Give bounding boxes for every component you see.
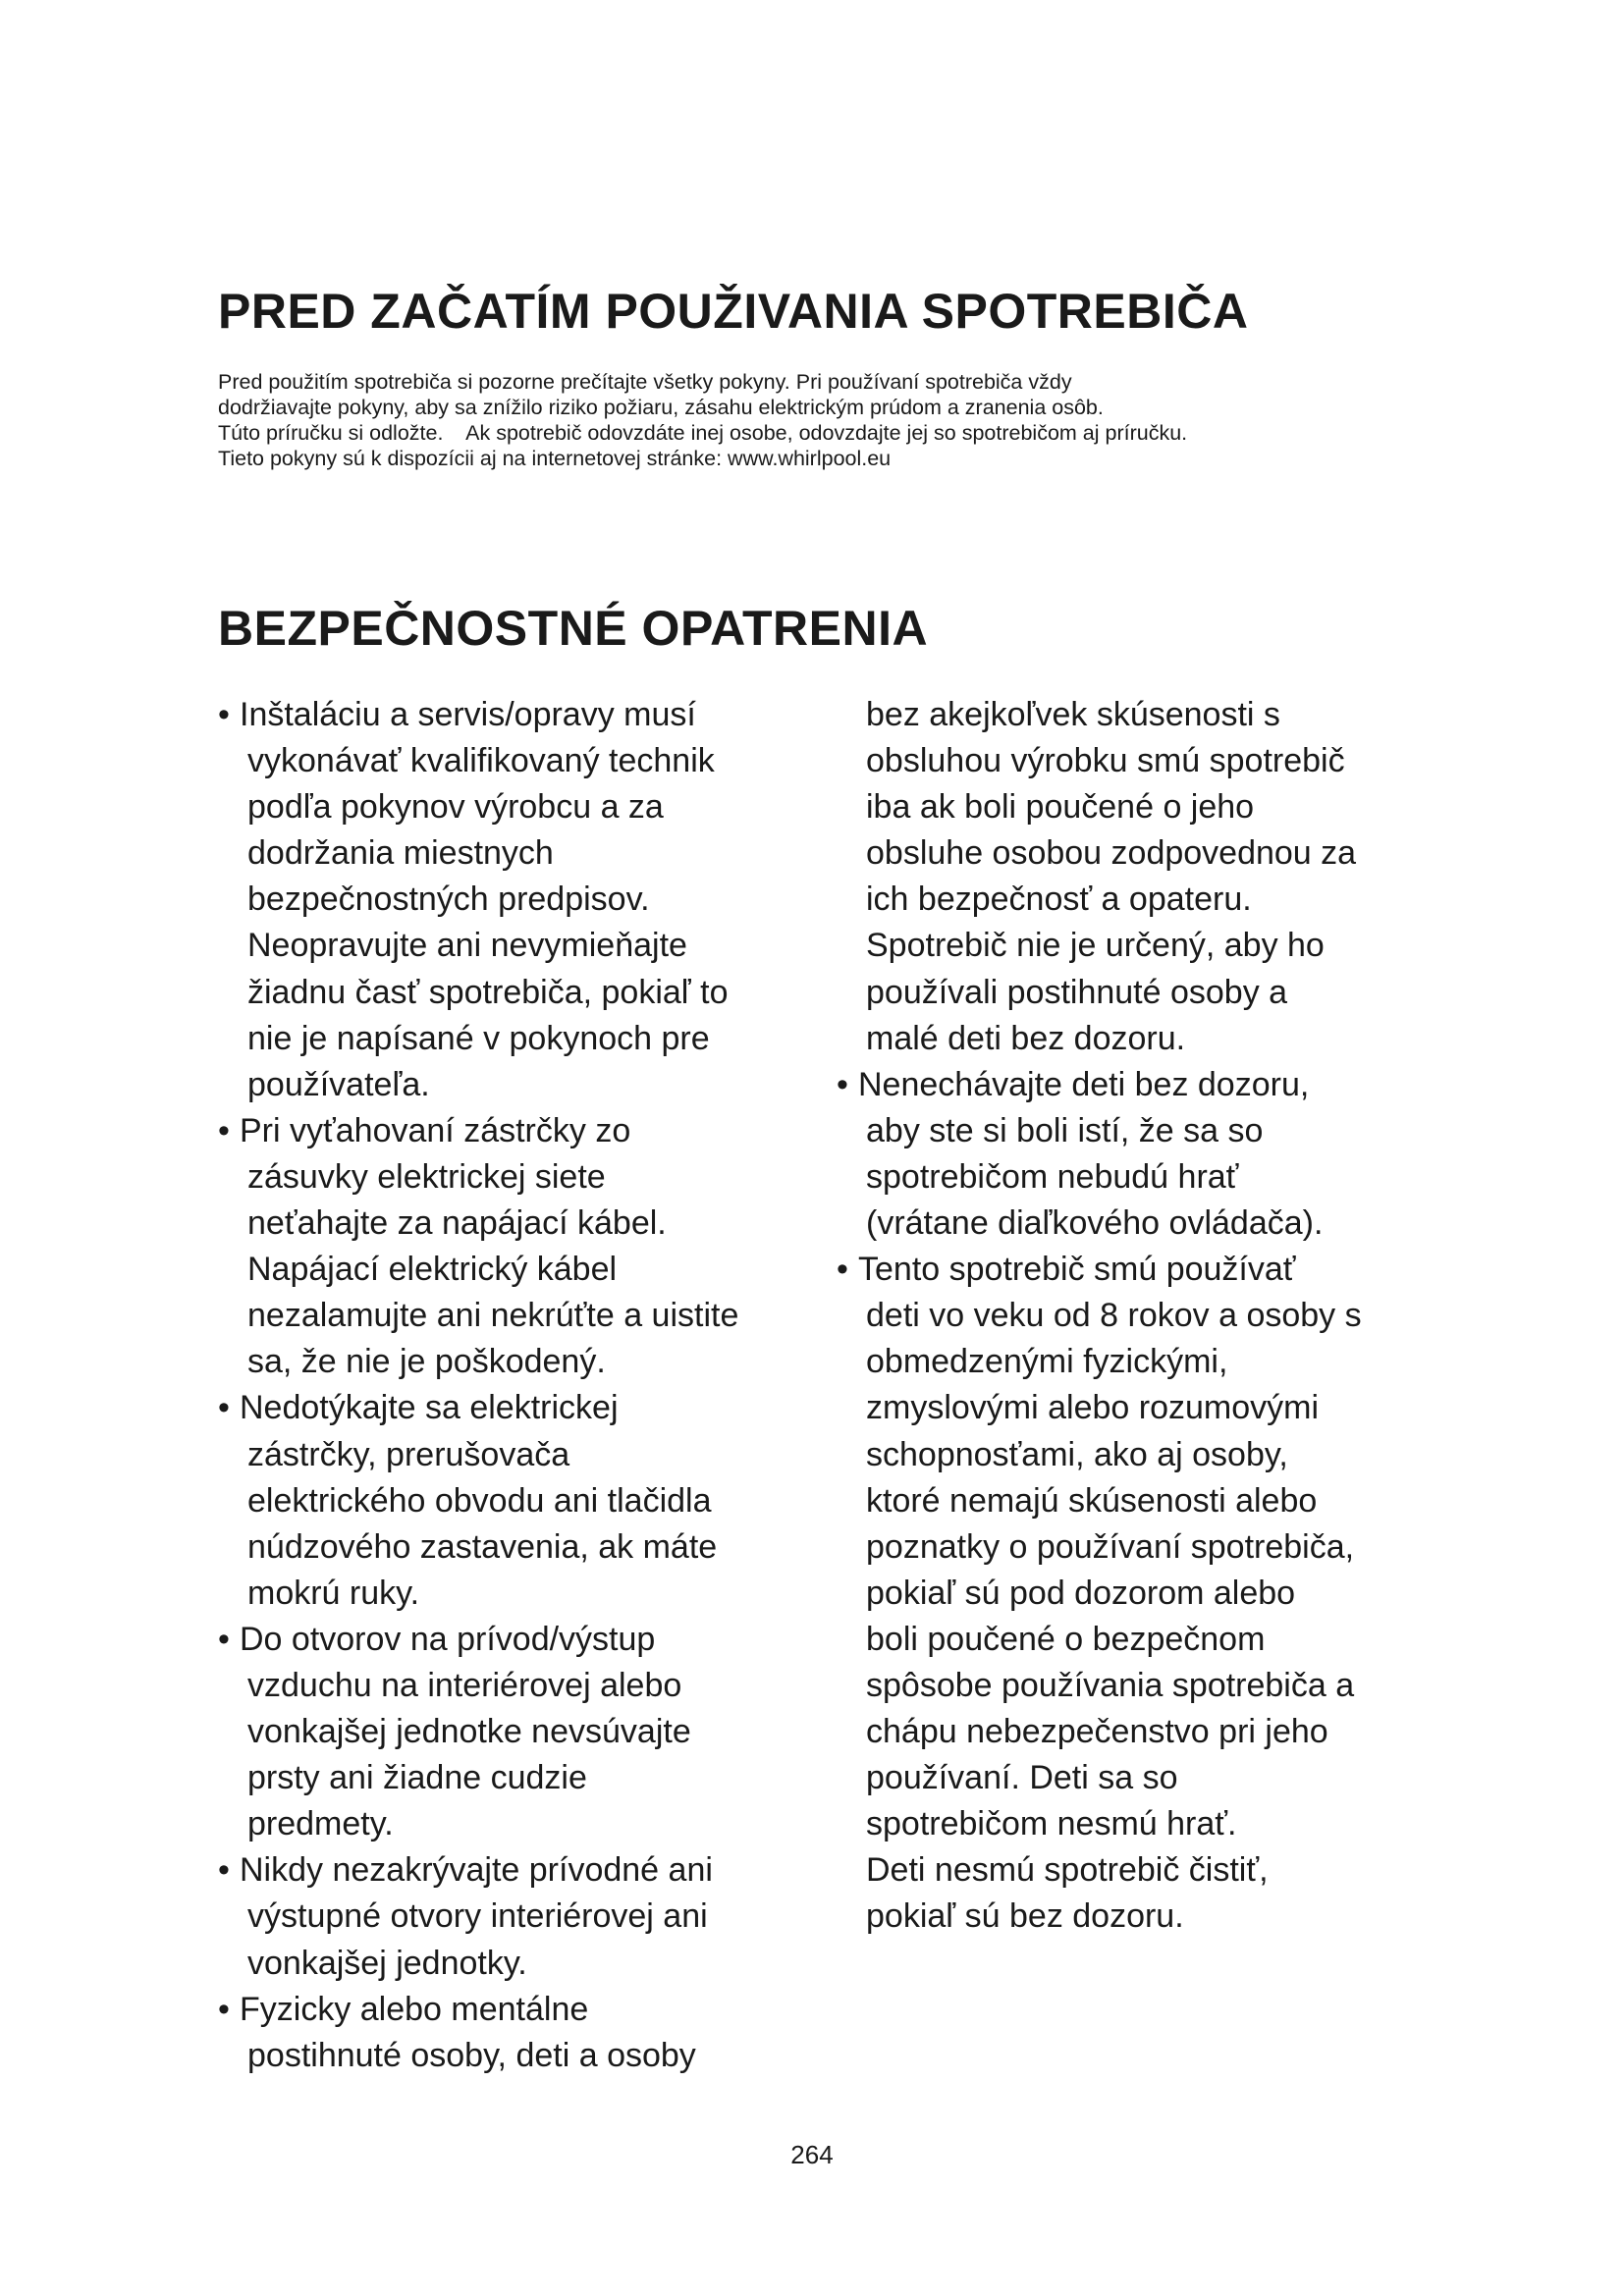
line-text: vzduchu na interiérovej alebo [247, 1666, 682, 1704]
text-line [218, 1755, 807, 1801]
line-text: Nedotýkajte sa elektrickej [240, 1389, 619, 1427]
text-line [837, 1524, 1426, 1571]
line-text: sa, že nie je poškodený. [247, 1343, 606, 1381]
line-text: núdzového zastavenia, ak máte [247, 1527, 718, 1566]
bullet-icon: • [837, 1251, 848, 1289]
text-line [218, 1524, 807, 1571]
text-line [218, 1801, 807, 1847]
text-line [837, 970, 1426, 1016]
line-text: vonkajšej jednotky. [247, 1944, 527, 1982]
line-text: mokrú ruky. [247, 1574, 420, 1612]
line-text: schopnosťami, ako aj osoby, [866, 1435, 1288, 1473]
text-line [218, 1709, 807, 1755]
line-text: postihnuté osoby, deti a osoby [247, 2036, 696, 2074]
line-text: aby ste si boli istí, že sa so [866, 1111, 1264, 1149]
bullet-icon: • [837, 1065, 848, 1103]
text-line [837, 830, 1426, 877]
line-text: (vrátane diaľkového ovládača). [866, 1204, 1324, 1243]
line-text: vonkajšej jednotke nevsúvajte [247, 1713, 691, 1751]
line-text: spôsobe používania spotrebiča a [866, 1666, 1355, 1704]
intro-line: dodržiavajte pokyny, aby sa znížilo riziko požiaru, zásahu elektrickým prúdom a zranenia osôb. [218, 396, 1104, 419]
line-text: Do otvorov na prívod/výstup [240, 1620, 656, 1658]
text-line [837, 1016, 1426, 1062]
line-text: malé deti bez dozoru. [866, 1019, 1186, 1057]
line-text: Fyzicky alebo mentálne [240, 1990, 589, 2028]
line-text: používaní. Deti sa so [866, 1759, 1178, 1797]
text-line [218, 1478, 807, 1524]
line-text: podľa pokynov výrobcu a za [247, 788, 664, 827]
text-line [837, 1478, 1426, 1524]
bullet-icon: • [218, 1111, 230, 1149]
text-line [837, 1709, 1426, 1755]
text-line [837, 1293, 1426, 1339]
text-line [218, 1571, 807, 1617]
text-line [218, 1941, 807, 1987]
text-line [837, 784, 1426, 830]
text-line [218, 1201, 807, 1247]
intro-line: Pred použitím spotrebiča si pozorne prečítajte všetky pokyny. Pri používaní spotrebiča vždy [218, 370, 1072, 394]
bullet-line [218, 692, 807, 738]
line-text: Nikdy nezakrývajte prívodné ani [240, 1851, 713, 1890]
text-line [837, 877, 1426, 923]
bullet-icon: • [218, 1389, 230, 1427]
line-text: chápu nebezpečenstvo pri jeho [866, 1713, 1328, 1751]
line-text: neťahajte za napájací kábel. [247, 1204, 667, 1243]
line-text: obsluhou výrobku smú spotrebič [866, 742, 1345, 780]
safety-column-right [837, 692, 1426, 1941]
text-line [218, 1663, 807, 1709]
line-text: Inštaláciu a servis/opravy musí [240, 696, 696, 733]
line-text: elektrického obvodu ani tlačidla [247, 1481, 712, 1520]
line-text: Napájací elektrický kábel [247, 1251, 618, 1289]
safety-column-left [218, 692, 807, 2079]
bullet-line [218, 1987, 807, 2033]
line-text: spotrebičom nesmú hrať. [866, 1805, 1237, 1843]
text-line [218, 923, 807, 969]
bullet-line [218, 1108, 807, 1154]
text-line [837, 1571, 1426, 1617]
line-text: vykonávať kvalifikovaný technik [247, 742, 715, 780]
bullet-icon: • [218, 1620, 230, 1658]
line-text: bez akejkoľvek skúsenosti s [866, 696, 1280, 733]
line-text: predmety. [247, 1805, 394, 1843]
bullet-line [218, 1847, 807, 1894]
line-text: používali postihnuté osoby a [866, 973, 1288, 1011]
line-text: pokiaľ sú bez dozoru. [866, 1897, 1184, 1936]
bullet-line [218, 1385, 807, 1431]
intro-paragraph [218, 369, 1445, 471]
text-line [837, 1385, 1426, 1431]
line-text: dodržania miestnych [247, 834, 554, 873]
text-line [837, 1339, 1426, 1385]
line-text: ktoré nemajú skúsenosti alebo [866, 1481, 1318, 1520]
text-line [218, 1154, 807, 1201]
text-line [218, 1894, 807, 1940]
line-text: prsty ani žiadne cudzie [247, 1759, 587, 1797]
text-line [837, 1154, 1426, 1201]
text-line [218, 1016, 807, 1062]
line-text: nezalamujte ani nekrúťte a uistite [247, 1297, 739, 1335]
text-line [218, 1247, 807, 1293]
bullet-icon: • [218, 696, 230, 733]
line-text: používateľa. [247, 1065, 430, 1103]
intro-line: Túto príručku si odložte. Ak spotrebič odovzdáte inej osobe, odovzdajte jej so spotrebičom aj príručku. [218, 421, 1188, 445]
text-line [837, 1108, 1426, 1154]
text-line [837, 1617, 1426, 1663]
text-line [218, 738, 807, 784]
bullet-icon: • [218, 1990, 230, 2028]
line-text: Neopravujte ani nevymieňajte [247, 927, 687, 965]
line-text: spotrebičom nebudú hrať [866, 1157, 1239, 1196]
line-text: žiadnu časť spotrebiča, pokiaľ to [247, 973, 729, 1011]
text-line [218, 1339, 807, 1385]
line-text: obsluhe osobou zodpovednou za [866, 834, 1357, 873]
text-line [218, 970, 807, 1016]
line-text: boli poučené o bezpečnom [866, 1620, 1266, 1658]
bullet-icon: • [218, 1851, 230, 1890]
text-line [218, 1062, 807, 1108]
text-line [837, 1894, 1426, 1940]
text-line [837, 1801, 1426, 1847]
line-text: zmyslovými alebo rozumovými [866, 1389, 1319, 1427]
line-text: výstupné otvory interiérovej ani [247, 1897, 708, 1936]
text-line [218, 877, 807, 923]
text-line [837, 1432, 1426, 1478]
line-text: Spotrebič nie je určený, aby ho [866, 927, 1325, 965]
line-text: zástrčky, prerušovača [247, 1435, 570, 1473]
intro-line: Tieto pokyny sú k dispozícii aj na internetovej stránke: www.whirlpool.eu [218, 447, 892, 470]
bullet-line [837, 1062, 1426, 1108]
line-text: zásuvky elektrickej siete [247, 1157, 606, 1196]
line-text: Nenechávajte deti bez dozoru, [858, 1065, 1310, 1103]
line-text: Tento spotrebič smú používať [858, 1251, 1296, 1289]
line-text: iba ak boli poučené o jeho [866, 788, 1255, 827]
text-line [837, 1663, 1426, 1709]
text-line [837, 1201, 1426, 1247]
text-line [218, 830, 807, 877]
bullet-line [218, 1617, 807, 1663]
line-text: deti vo veku od 8 rokov a osoby s [866, 1297, 1362, 1335]
page-title: PRED ZAČATÍM POUŽIVANIA SPOTREBIČA [218, 284, 1249, 339]
line-text: ich bezpečnosť a opateru. [866, 881, 1252, 919]
text-line [837, 1847, 1426, 1894]
line-text: nie je napísané v pokynoch pre [247, 1019, 710, 1057]
line-text: poznatky o používaní spotrebiča, [866, 1527, 1355, 1566]
page-number: 264 [790, 2140, 834, 2169]
bullet-line [837, 1247, 1426, 1293]
text-line [218, 2033, 807, 2079]
section-title-safety: BEZPEČNOSTNÉ OPATRENIA [218, 601, 929, 656]
line-text: pokiaľ sú pod dozorom alebo [866, 1574, 1296, 1612]
line-text: Deti nesmú spotrebič čistiť, [866, 1851, 1269, 1890]
line-text: obmedzenými fyzickými, [866, 1343, 1228, 1381]
text-line [837, 1755, 1426, 1801]
text-line [218, 784, 807, 830]
text-line [218, 1293, 807, 1339]
line-text: bezpečnostných predpisov. [247, 881, 650, 919]
text-line [837, 923, 1426, 969]
line-text: Pri vyťahovaní zástrčky zo [240, 1111, 631, 1149]
text-line [218, 1432, 807, 1478]
text-line [837, 692, 1426, 738]
text-line [837, 738, 1426, 784]
